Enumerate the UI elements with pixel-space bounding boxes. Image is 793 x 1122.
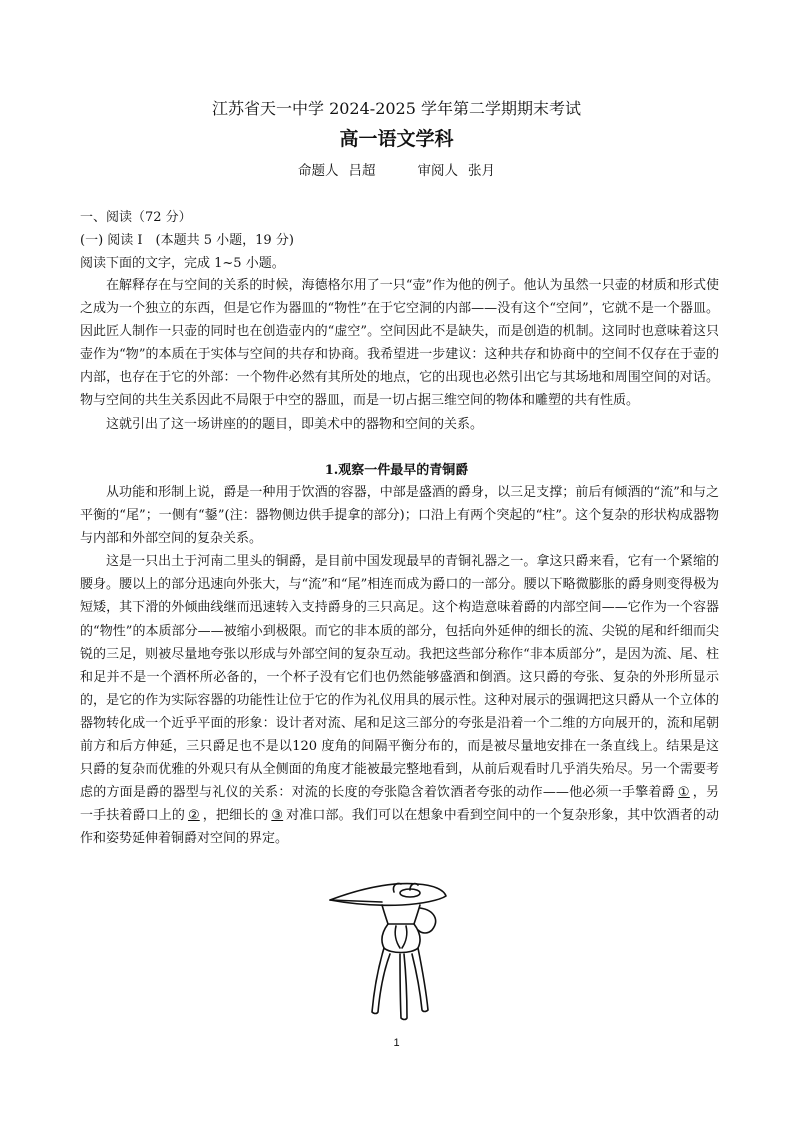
section-instruction: 阅读下面的文字，完成 1~5 小题。 xyxy=(80,256,285,271)
paragraph-4-part-b: ，另一手扶着爵口上的 xyxy=(80,785,719,824)
page-number: 1 xyxy=(393,1037,400,1049)
blank-1: ① xyxy=(677,785,690,801)
paragraph-1: 在解释存在与空间的关系的时候，海德格尔用了一只“壶”作为他的例子。他认为虽然一只壶的材质和形式使之成为一个独立的东西，但是它作为器皿的“物性”在于它空洞的内部——没有这个“空间”，它就不是一个器皿。因此匠人制作一只壶的同时也在创造壶内的“虚空”。空间因此不是缺失，而是创造的机制。这同时也意味着这只壶作为“物”的本质在于实体与空间的共存和协商。我希望进一步建议：这种共存和协商中的空间不仅存在于壶的内部，也存在于它的外部：一个物件必然有其所处的地点，它的出现也必然引出它与其场地和周围空间的对话。物与空间的共生关系因此不局限于中空的器皿，而是一切占据三维空间的物体和雕塑的共有性质。 xyxy=(80,278,719,409)
reviewer-label: 审阅人 xyxy=(417,163,458,179)
passage-intro xyxy=(80,274,719,436)
section-title: (一) 阅读 I (本题共 5 小题，19 分) xyxy=(80,233,294,248)
bronze-jue-illustration-icon xyxy=(322,878,472,1028)
exam-title: 江苏省天一中学 2024-2025 学年第二学期期末考试 xyxy=(211,99,582,118)
paragraph-3: 从功能和形制上说，爵是一种用于饮酒的容器，中部是盛酒的爵身，以三足支撑；前后有倾酒的“流”和与之平衡的“尾”；一侧有“鋬”(注：器物侧边供手提拿的部分)；口沿上有两个突起的“柱”。这个复杂的形状构成器物与内部和外部空间的复杂关系。 xyxy=(80,485,719,547)
paragraph-4-part-d: 对准口部。我们可以在想象中看到空间中的一个复杂形象，其中饮酒者的动作和姿势延伸着铜爵对空间的界定。 xyxy=(80,808,719,847)
part-title: 一、阅读（72 分） xyxy=(80,210,192,225)
blank-3: ③ xyxy=(271,808,284,824)
paragraph-4-part-c: ，把细长的 xyxy=(202,808,269,824)
paragraph-4-part-a: 这是一只出土于河南二里头的铜爵，是目前中国发现最早的青铜礼器之一。拿这只爵来看，它有一个紧缩的腰身。腰以上的部分迅速向外张大，与“流”和“尾”相连而成为爵口的一部分。腰以下略微膨胀的爵身则变得极为短矮，其下滑的外倾曲线继而迅速转入支持爵身的三只高足。这个构造意味着爵的内部空间——它作为一个容器的“物性”的本质部分——被缩小到极限。而它的非本质的部分，包括向外延伸的细长的流、尖锐的尾和纤细而尖锐的三足，则被尽量地夸张以形成与外部空间的复杂互动。我把这些部分称作“非本质部分”，是因为流、尾、柱和足并不是一个酒杯所必备的，一个杯子没有它们也仍然能够盛酒和倒酒。这只爵的夸张、复杂的外形所显示的，是它的作为实际容器的功能性让位于它的作为礼仪用具的展示性。这种对展示的强调把这只爵从一个立体的器物转化成一个近乎平面的形象：设计者对流、尾和足这三部分的夸张是沿着一个二维的方向展开的，流和尾朝前方和后方伸延，三只爵足也不是以120 度角的间隔平衡分布的，而是被尽量地安排在一条直线上。结果是这只爵的复杂而优雅的外观只有从全侧面的角度才能被最完整地看到，从前后观看时几乎消失殆尽。另一个需要考虑的方面是爵的器型与礼仪的关系：对流的长度的夸张隐含着饮酒者夸张的动作——他必须一手擎着爵 xyxy=(80,554,719,801)
author-name: 吕超 xyxy=(348,163,376,179)
paragraph-2: 这就引出了这一场讲座的的题目，即美术中的器物和空间的关系。 xyxy=(106,416,484,432)
author-label: 命题人 xyxy=(298,163,339,179)
blank-2: ② xyxy=(187,808,200,824)
reviewer-name: 张月 xyxy=(468,163,495,179)
paragraph-4 xyxy=(80,550,719,850)
section-heading: 1.观察一件最早的青铜爵 xyxy=(324,463,469,478)
passage-main xyxy=(80,481,719,851)
exam-subject: 高一语文学科 xyxy=(339,128,454,150)
author-line xyxy=(0,161,793,181)
